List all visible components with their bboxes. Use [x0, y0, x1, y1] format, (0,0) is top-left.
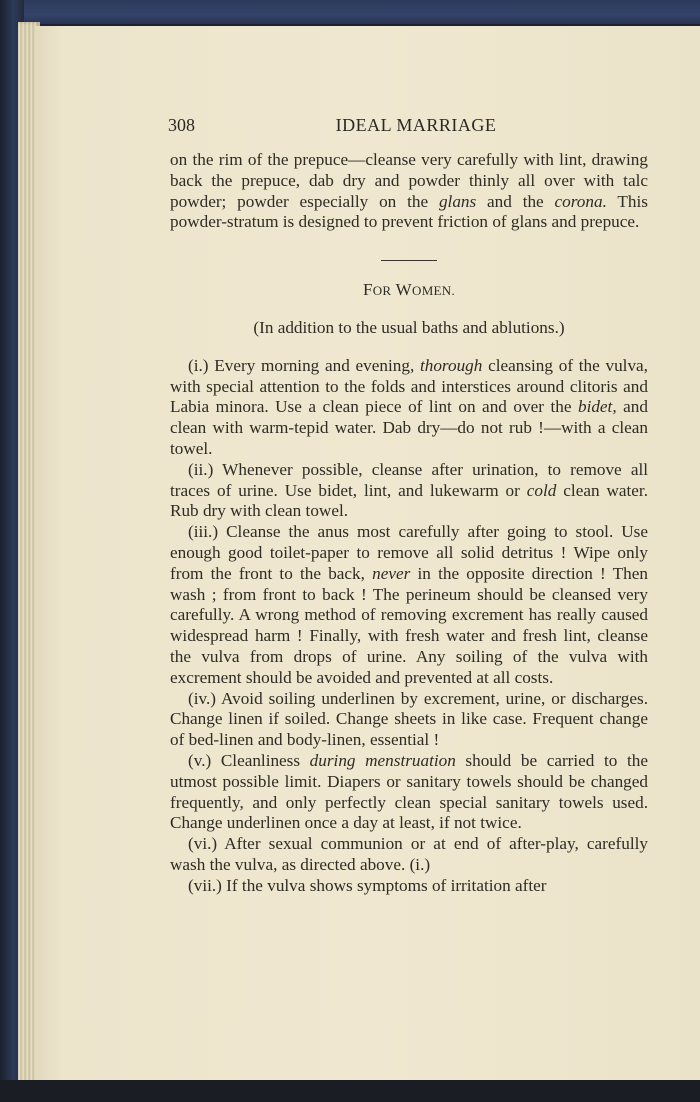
italic-term: bidet, — [577, 397, 617, 417]
page-header — [168, 113, 646, 139]
text-run: clean water. Rub dry with clean towel. — [170, 480, 648, 521]
section-divider — [381, 260, 437, 261]
list-item-iv — [170, 689, 648, 751]
running-title: IDEAL MARRIAGE — [335, 115, 497, 135]
list-item-vi — [170, 834, 648, 876]
text-run: (vi.) After sexual communion or at end of after-play, carefully wash the vulva, as directed above. (i.) — [170, 834, 648, 874]
page-number: 308 — [168, 115, 195, 135]
list-item-ii — [170, 460, 648, 522]
list-item-i — [170, 356, 648, 460]
italic-term: glans — [438, 191, 477, 211]
bottom-shadow — [0, 1080, 700, 1102]
text-run: on the rim of the prepuce—cleanse very carefully with lint, drawing back the prepuce, dab dry and powder thinly all over with talc powder; powder especially on the — [170, 150, 648, 211]
text-run: This powder-stratum is designed to prevent friction of glans and prepuce. — [170, 191, 648, 232]
heading-initial: W — [395, 280, 412, 300]
list-item-v — [170, 751, 648, 834]
text-run: (v.) Cleanliness — [188, 750, 310, 770]
text-run: (iii.) Cleanse the anus most carefully after going to stool. Use enough good toilet-paper to remove all solid detritus ! Wipe only from the front to the back, — [170, 522, 648, 583]
text-run: and clean with warm-tepid water. Dab dry—do not rub !—with a clean towel. — [170, 397, 648, 458]
text-run: (ii.) Whenever possible, cleanse after urination, to remove all traces of urine. Use bidet, lint, and lukewarm or — [170, 459, 648, 500]
text-run: in the opposite direction ! Then wash ; from front to back ! The perineum should be cleansed very carefully. A wrong method of removing excrement has really caused widespread harm ! Finally, with fresh water and fresh lint, cleanse the vulva from drops of urine. Any soiling of the vulva with excrement should be avoided and prevented at all costs. — [170, 563, 648, 687]
text-run: cleansing of the vulva, with special attention to the folds and interstices around clitoris and Labia minora. Use a clean piece of lint on and over the — [170, 355, 648, 417]
section-subtitle: (In addition to the usual baths and ablutions.) — [253, 317, 565, 337]
continued-paragraph — [170, 150, 648, 233]
heading-smallcaps: OMEN. — [412, 283, 456, 299]
italic-term: never — [372, 563, 411, 583]
heading-initial: F — [362, 280, 373, 300]
text-run: (i.) Every morning and evening, — [188, 355, 420, 375]
text-run: (iv.) Avoid soiling underlinen by excrement, urine, or discharges. Change linen if soiled. Change sheets in like case. Frequent change of bed-linen and body-linen, essential ! — [170, 688, 648, 750]
heading-smallcaps: OR — [372, 283, 392, 299]
book-cover-top-edge — [0, 0, 700, 24]
list-item-vii — [170, 876, 648, 897]
italic-term: during menstruation — [309, 750, 456, 770]
list-item-iii — [170, 522, 648, 688]
italic-term: thorough — [419, 355, 483, 375]
text-run: should be carried to the utmost possible limit. Diapers or sanitary towels should be changed frequently, and only perfectly clean special sanitary towels used. Change underlinen once a day at least, if not twice. — [170, 750, 648, 833]
text-run: and the — [476, 191, 555, 211]
text-run: (vii.) If the vulva shows symptoms of irritation after — [188, 875, 547, 895]
italic-term: cold — [526, 480, 557, 500]
italic-term: corona. — [554, 191, 607, 211]
section-heading — [170, 280, 648, 302]
page-body — [170, 150, 648, 897]
